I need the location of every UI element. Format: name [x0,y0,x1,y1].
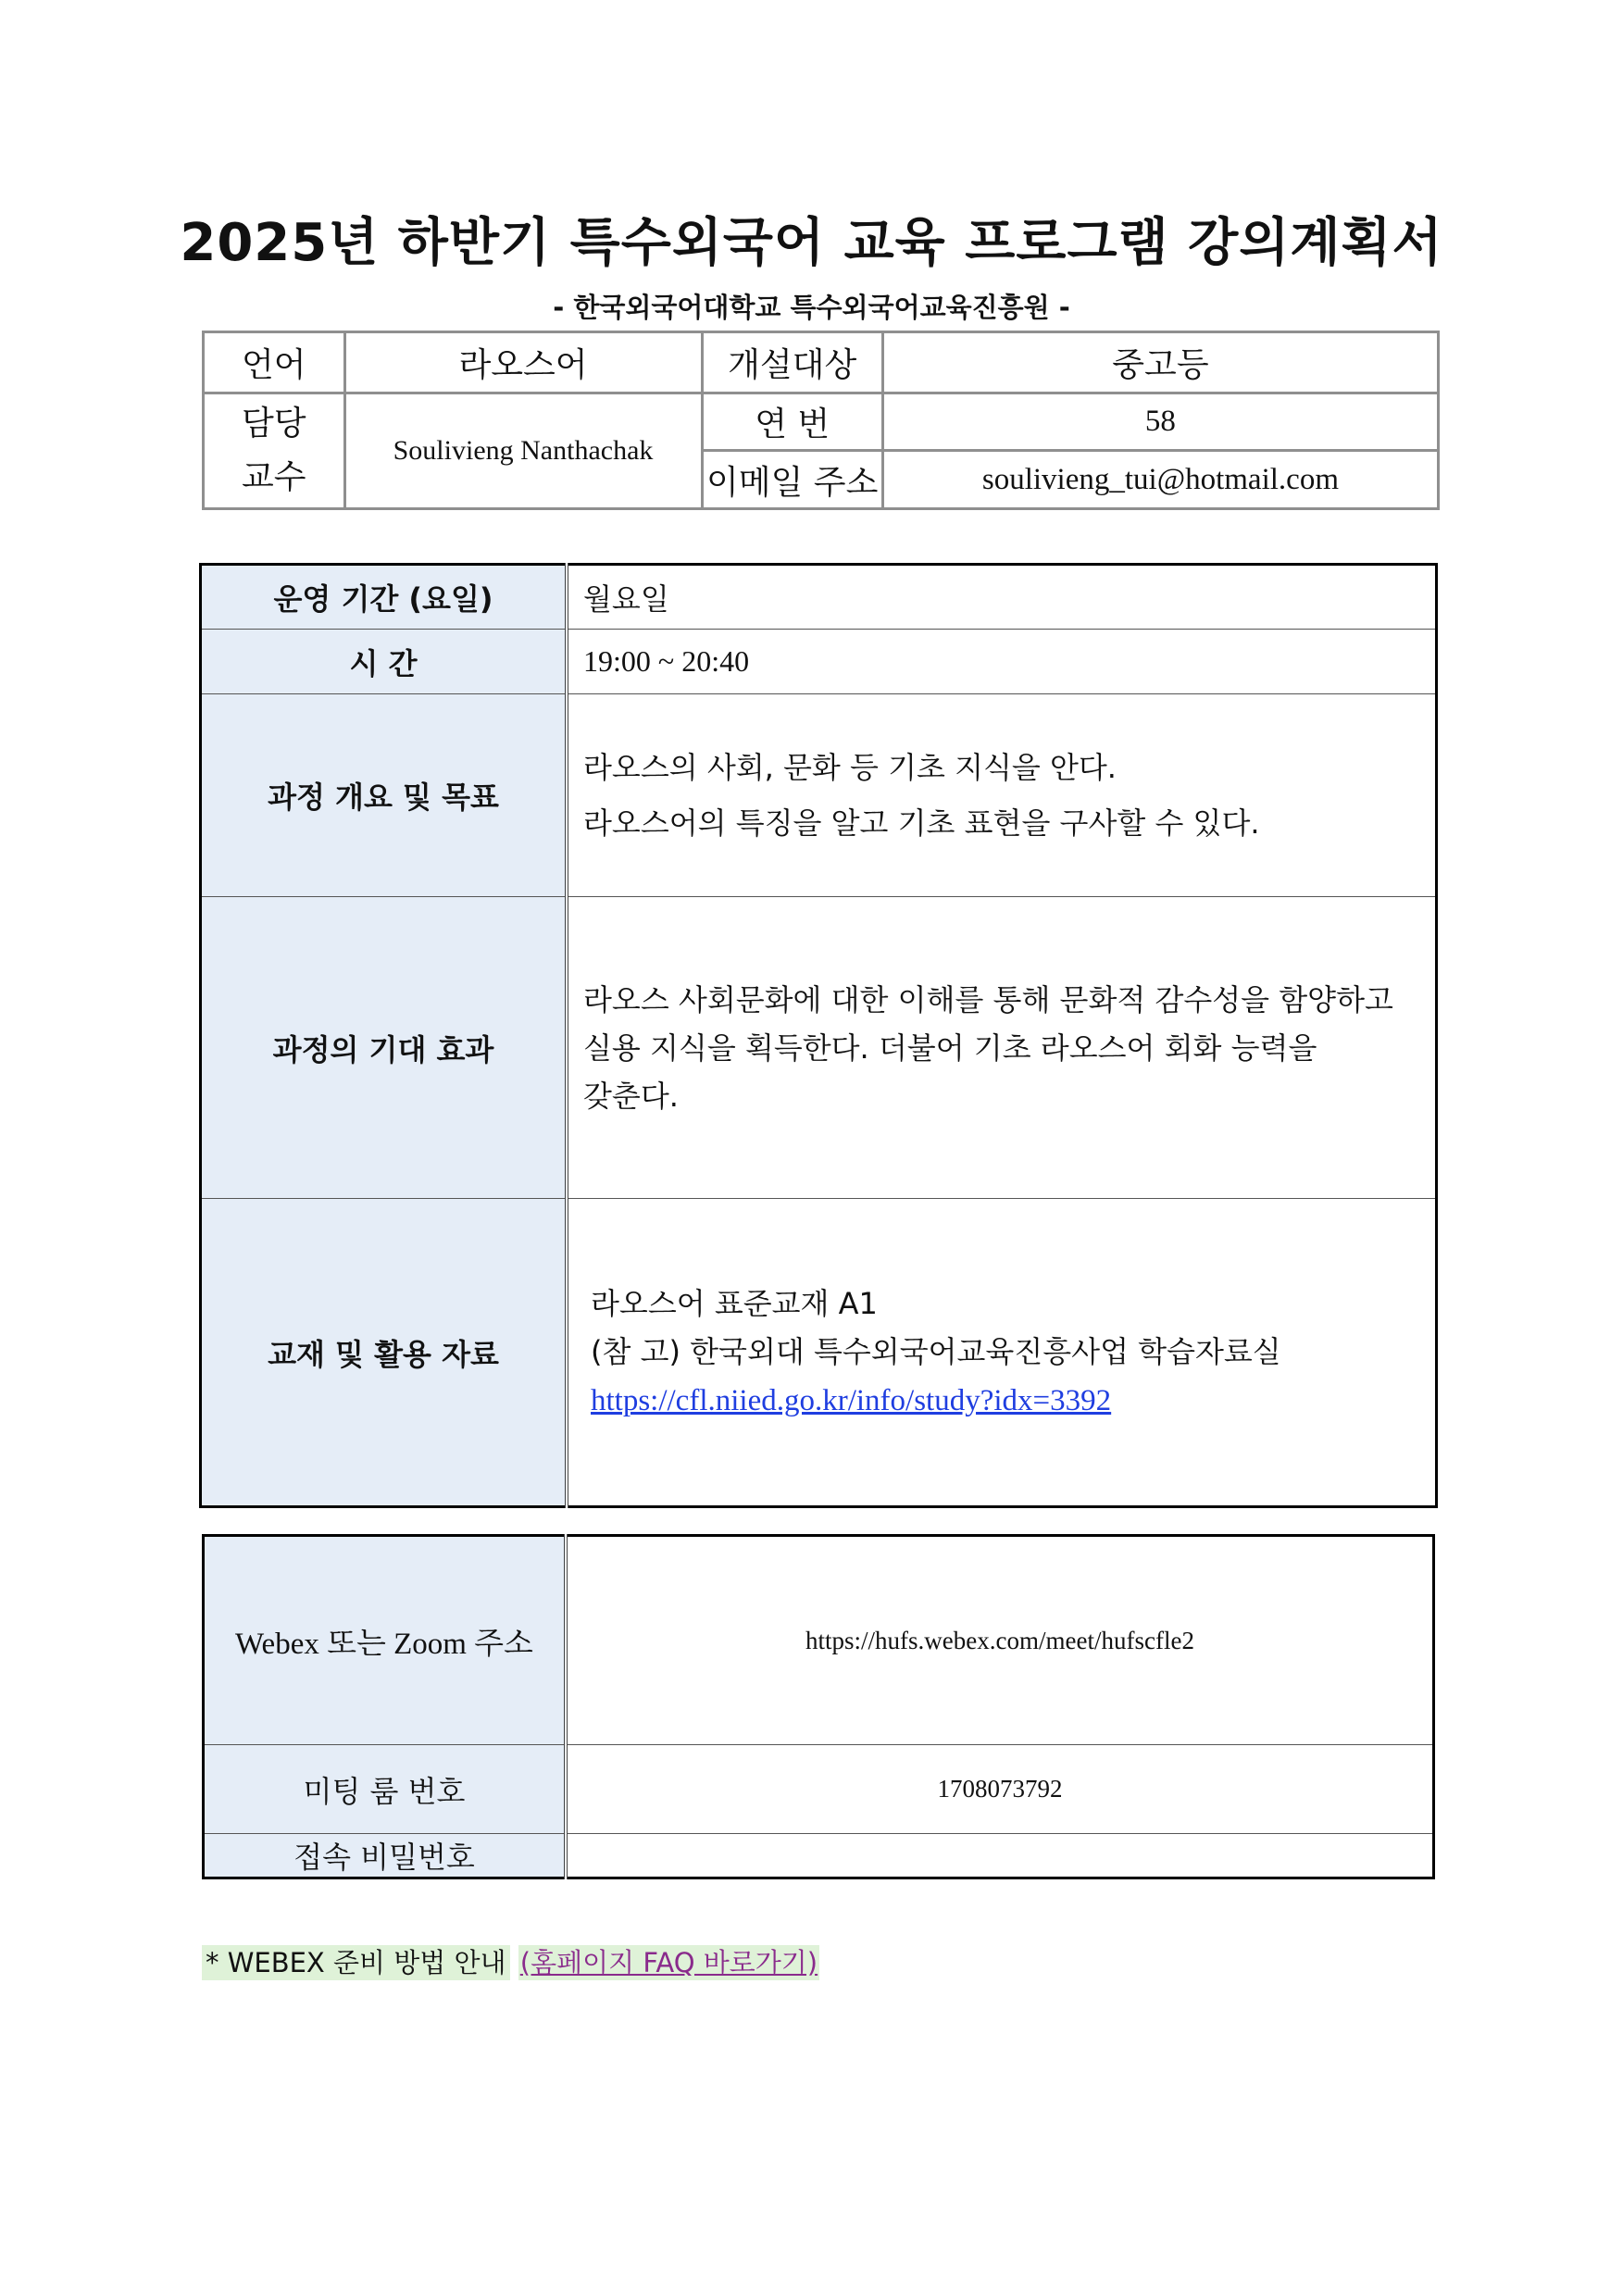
room-number-label: 미팅 룸 번호 [204,1745,567,1834]
email-value[interactable]: soulivieng_tui@hotmail.com [882,451,1438,509]
email-label: 이메일 주소 [702,451,882,509]
instructor-name: Soulivieng Nanthachak [344,393,702,509]
effect-value [567,897,1437,1199]
period-value: 월요일 [567,565,1437,630]
target-label: 개설대상 [702,332,882,393]
target-value: 중고등 [882,332,1438,393]
materials-label: 교재 및 활용 자료 [201,1199,568,1507]
language-label: 언어 [204,332,345,393]
password-value [566,1834,1434,1878]
meeting-address-label [204,1536,567,1745]
language-value: 라오스어 [344,332,702,393]
textbook-name: 라오스어 표준교재 A1 [591,1286,878,1321]
reference-link[interactable]: https://cfl.niied.go.kr/info/study?idx=3392 [591,1384,1112,1417]
meeting-address-label-text: Webex 또는 Zoom 주소 [235,1627,533,1661]
time-label: 시 간 [201,630,568,694]
materials-value [567,1199,1437,1507]
period-label: 운영 기간 (요일) [201,565,568,630]
overview-label: 과정 개요 및 목표 [201,694,568,897]
page-title: 2025년 하반기 특수외국어 교육 프로그램 강의계획서 [180,213,1443,273]
effect-line: 라오스 사회문화에 대한 이해를 통해 문화적 감수성을 함양하고 [583,981,1393,1017]
instructor-label-line1: 담당 [241,405,306,443]
webex-guide-note [202,1942,819,1980]
effect-line: 갖춘다. [583,1078,679,1114]
course-details-table [199,563,1438,1508]
effect-line: 실용 지식을 획득한다. 더불어 기초 라오스어 회화 능력을 [583,1029,1317,1066]
meeting-info-table [202,1534,1435,1879]
effect-label: 과정의 기대 효과 [201,897,568,1199]
reference-link-line [591,1376,1435,1425]
room-number-value: 1708073792 [566,1745,1434,1834]
password-label: 접속 비밀번호 [204,1834,567,1878]
overview-line: 라오스의 사회, 문화 등 기초 지식을 안다. [583,750,1117,785]
overview-line: 라오스어의 특징을 알고 기초 표현을 구사할 수 있다. [583,805,1260,841]
page-subtitle: - 한국외국어대학교 특수외국어교육진흥원 - [553,292,1070,323]
number-label: 연 번 [702,393,882,451]
instructor-label [204,393,345,509]
overview-value [567,694,1437,897]
faq-link[interactable]: (홈페이지 FAQ 바로가기) [519,1947,818,1978]
course-info-table [202,331,1440,510]
webex-guide-text: * WEBEX 준비 방법 안내 [202,1945,510,1980]
meeting-address-value[interactable]: https://hufs.webex.com/meet/hufscfle2 [566,1536,1434,1745]
time-value: 19:00 ~ 20:40 [567,630,1437,694]
number-value: 58 [882,393,1438,451]
reference-line: (참 고) 한국외대 특수외국어교육진흥사업 학습자료실 [591,1334,1281,1369]
instructor-label-line2: 교수 [241,458,306,496]
textbook-line [591,1279,1435,1328]
